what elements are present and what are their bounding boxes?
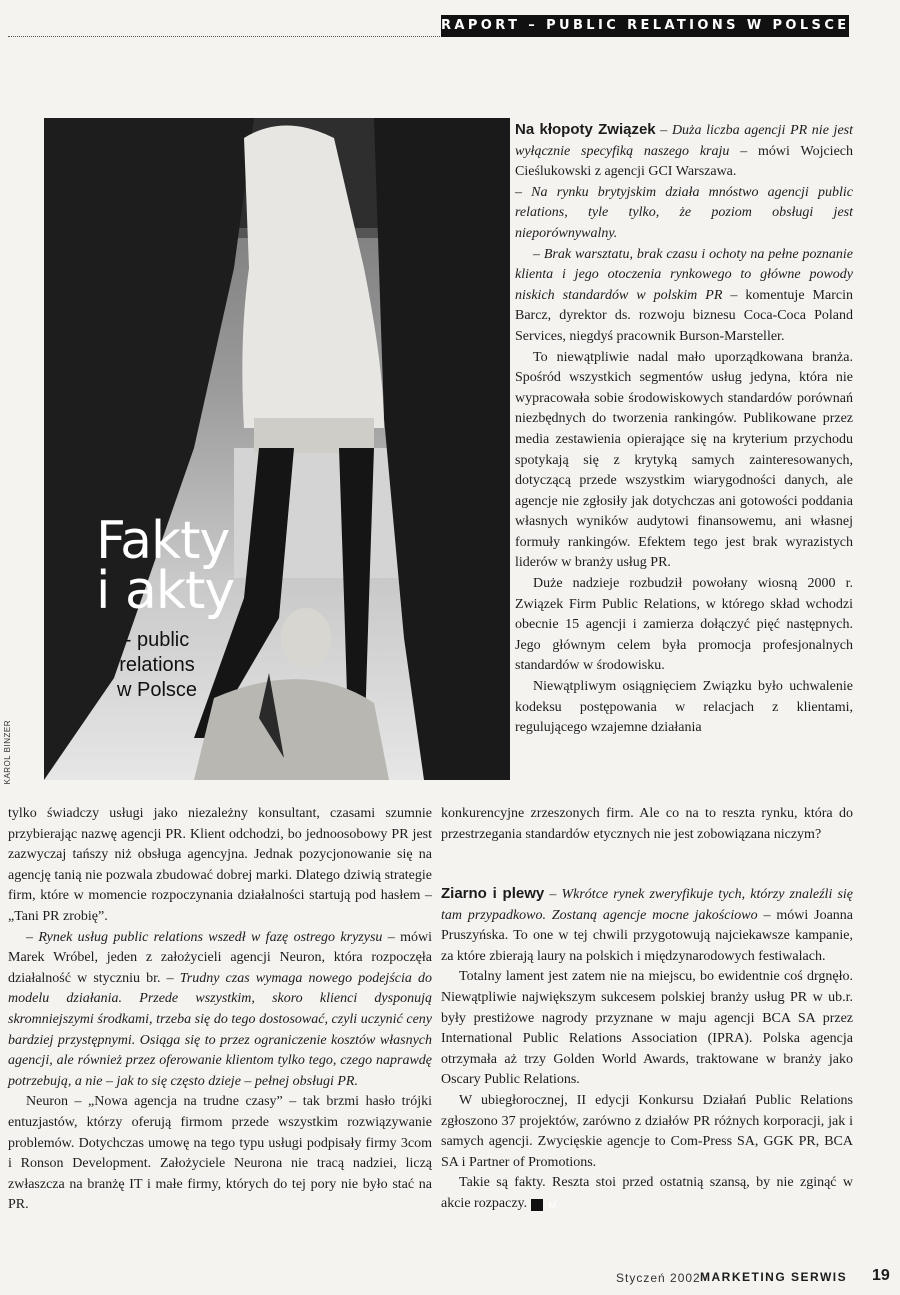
closing-text: Takie są fakty. Reszta stoi przed ostatnią szansą, by nie zginąć w akcie rozpaczy. bbox=[441, 1175, 853, 1211]
photo-subtitle-line2: relations bbox=[119, 654, 195, 676]
section1-paragraph3 bbox=[515, 245, 853, 348]
photo-title-line2: i akty bbox=[96, 561, 235, 621]
article-photo bbox=[44, 118, 510, 780]
end-mark-icon: M bbox=[531, 1199, 543, 1211]
section1-paragraph4: To niewątpliwie nadal mało uporządkowana branża. Spośród wszystkich segmentów usług jedyna, która nie wypracowała sobie środowiskowych standardów porównań niezbędnych do tworzenia rankingów. Publikowane przez media zestawienia opierające się na kryterium przychodu spotykają się z krytyką samych zainteresowanych, dotyczącą przede wszystkim wiarygodności danych, ale agencje nie zgłosiły jak dotychczas ani gotowości poddania własnych wyników audytowi finansowemu, ani własnej formuły rankingów. Efektem tego jest brak wyrazistych liderów w branży usług PR. bbox=[515, 349, 853, 571]
column-right-bottom bbox=[441, 884, 853, 1215]
left-paragraph1: tylko świadczy usługi jako niezależny konsultant, czasami szumnie przybierając nazwę agencji PR. Klient odchodzi, bo jednoosobowy PR jest zazwyczaj tańszy niż obsługa agencyjna. Jednak pozycjonowanie się na agencję tanią nie pozwala zbudować dobrej marki. Dlatego dziwią strategie firm, które w momencie rozpoczynania działalności startują pod hasłem – „Tani PR zrobię”. bbox=[8, 806, 432, 924]
attribution-barcz: – komentuje Marcin Barcz, dyrektor ds. rozwoju biznesu Coca-Coca Poland Services, niegdyś pracownik Burson-Marsteller. bbox=[515, 287, 853, 344]
photo-title-line1: Fakty bbox=[96, 511, 230, 571]
section1-paragraph5: Duże nadzieje rozbudził powołany wiosną 2000 r. Związek Firm Public Relations, w którego skład wchodzi obecnie 15 agencji i zamierza dołączyć pięć następnych. Jego głównym celem była promocja profesjonalnych standardów w środowisku. bbox=[515, 576, 853, 674]
quote-wrobel-1: – Rynek usług public relations wszedł w fazę ostrego kryzysu bbox=[26, 929, 383, 945]
photo-subtitle-line3: w Polsce bbox=[116, 679, 198, 701]
attribution-cieslukowski: – mówi Wojciech Cieślukowski z agencji GCI Warszawa. bbox=[515, 143, 854, 180]
attribution-wrobel: – mówi Marek Wróbel, jeden z założycieli agencji Neuron, która rozpoczęła działalność w styczniu br. – bbox=[8, 929, 433, 986]
dash: – bbox=[544, 887, 562, 902]
section1-heading: Na kłopoty Związek bbox=[515, 121, 656, 138]
header-dotted-rule bbox=[8, 36, 440, 37]
photo-credit: KAROL BINZER bbox=[3, 720, 12, 785]
column-right-continuation bbox=[441, 804, 853, 845]
left-paragraph3: Neuron – „Nowa agencja na trudne czasy” – tak brzmi hasło trójki entuzjastów, którzy oferują firmom przede wszystkim rozwiązywanie problemów. Dotychczas umowę na tego typu usługi podpisały firmy 3com i Ronson Development. Założyciele Neurona nie tracą nadziei, liczą zwłaszcza na branżę IT i małe firmy, których do tej pory nie było stać na PR. bbox=[8, 1094, 432, 1213]
magazine-name: MARKETING SERWIS bbox=[700, 1270, 848, 1284]
section2-paragraph3: W ubiegłorocznej, II edycji Konkursu Działań Public Relations zgłoszono 37 projektów, zarówno z działów PR różnych korporacji, jak i samych agencji. Zwycięskie agencje to Com-Press SA, GGK PR, BCA SA i Partner of Promotions. bbox=[441, 1092, 853, 1170]
dash: – bbox=[655, 123, 672, 138]
column-right-top bbox=[515, 120, 853, 739]
issue-date: Styczeń 2002 bbox=[616, 1271, 701, 1285]
page-number: 19 bbox=[872, 1267, 890, 1284]
column-left bbox=[8, 804, 432, 1216]
section2-heading: Ziarno i plewy bbox=[441, 885, 545, 902]
quote-barcz: – Brak warsztatu, brak czasu i ochoty na pełne poznanie klienta i jego otoczenia rynkowego to główne powody niskich standardów w polskim PR bbox=[515, 246, 853, 303]
quote-uk-market: – Na rynku brytyjskim działa mnóstwo agencji public relations, tyle tylko, że poziom obsługi jest nieporównywalny. bbox=[515, 184, 853, 241]
section2-paragraph4 bbox=[441, 1173, 853, 1214]
quote-wrobel-2: Trudny czas wymaga nowego podejścia do modelu działania. Przede wszystkim, skoro klienci dysponują skromniejszymi środkami, trzeba się do tego dostosować, czyli uczynić ceny bardziej przystępnymi. Osiąga się to przez ograniczenie kosztów własnych agencji, ale również przez oferowanie klientom tylko tego, czego naprawdę potrzebują, a nie – jak to się często dzieje – pełnej obsługi PR. bbox=[8, 970, 432, 1089]
left-paragraph2 bbox=[8, 928, 432, 1093]
quote-pruszynska: Wkrótce rynek zweryfikuje tych, którzy znaleźli się tam przypadkowo. Zostaną agencje mocne jakościowo bbox=[441, 887, 854, 923]
section1-paragraph1 bbox=[515, 120, 853, 183]
section1-paragraph6-end: konkurencyjne zrzeszonych firm. Ale co na to reszta rynku, która do przestrzegania standardów etycznych nie jest zobowiązana niczym? bbox=[441, 806, 853, 842]
section1-paragraph2 bbox=[515, 183, 853, 245]
attribution-pruszynska: – mówi Joanna Pruszyńska. To one w tej chwili przygotowują najciekawsze kampanie, za które zbierają laury na polskich i międzynarodowych festiwalach. bbox=[441, 907, 853, 964]
photo-subtitle bbox=[82, 628, 232, 703]
section1-paragraph6: Niewątpliwym osiągnięciem Związku było uchwalenie kodeksu postępowania w relacjach z klientami, regulującego wzajemne działania bbox=[515, 679, 853, 736]
quote-cieslukowski: Duża liczba agencji PR nie jest wyłącznie specyfiką naszego kraju bbox=[515, 123, 853, 159]
section2-paragraph1 bbox=[441, 884, 853, 967]
section2-paragraph2: Totalny lament jest zatem nie na miejscu, bo ewidentnie coś drgnęło. Niewątpliwie największym sukcesem polskiej branży usług PR w ub.r. były prestiżowe nagrody przyznane w maju agencji BCA SA przez International Public Relations Association (IPRA). Polska agencja otrzymała aż trzy Golden World Awards, traktowane w branży jako Oscary Public Relations. bbox=[441, 969, 853, 1088]
report-banner: RAPORT – PUBLIC RELATIONS W POLSCE bbox=[441, 15, 849, 37]
photo-subtitle-line1: - public bbox=[124, 629, 190, 651]
photo-title bbox=[96, 511, 235, 621]
